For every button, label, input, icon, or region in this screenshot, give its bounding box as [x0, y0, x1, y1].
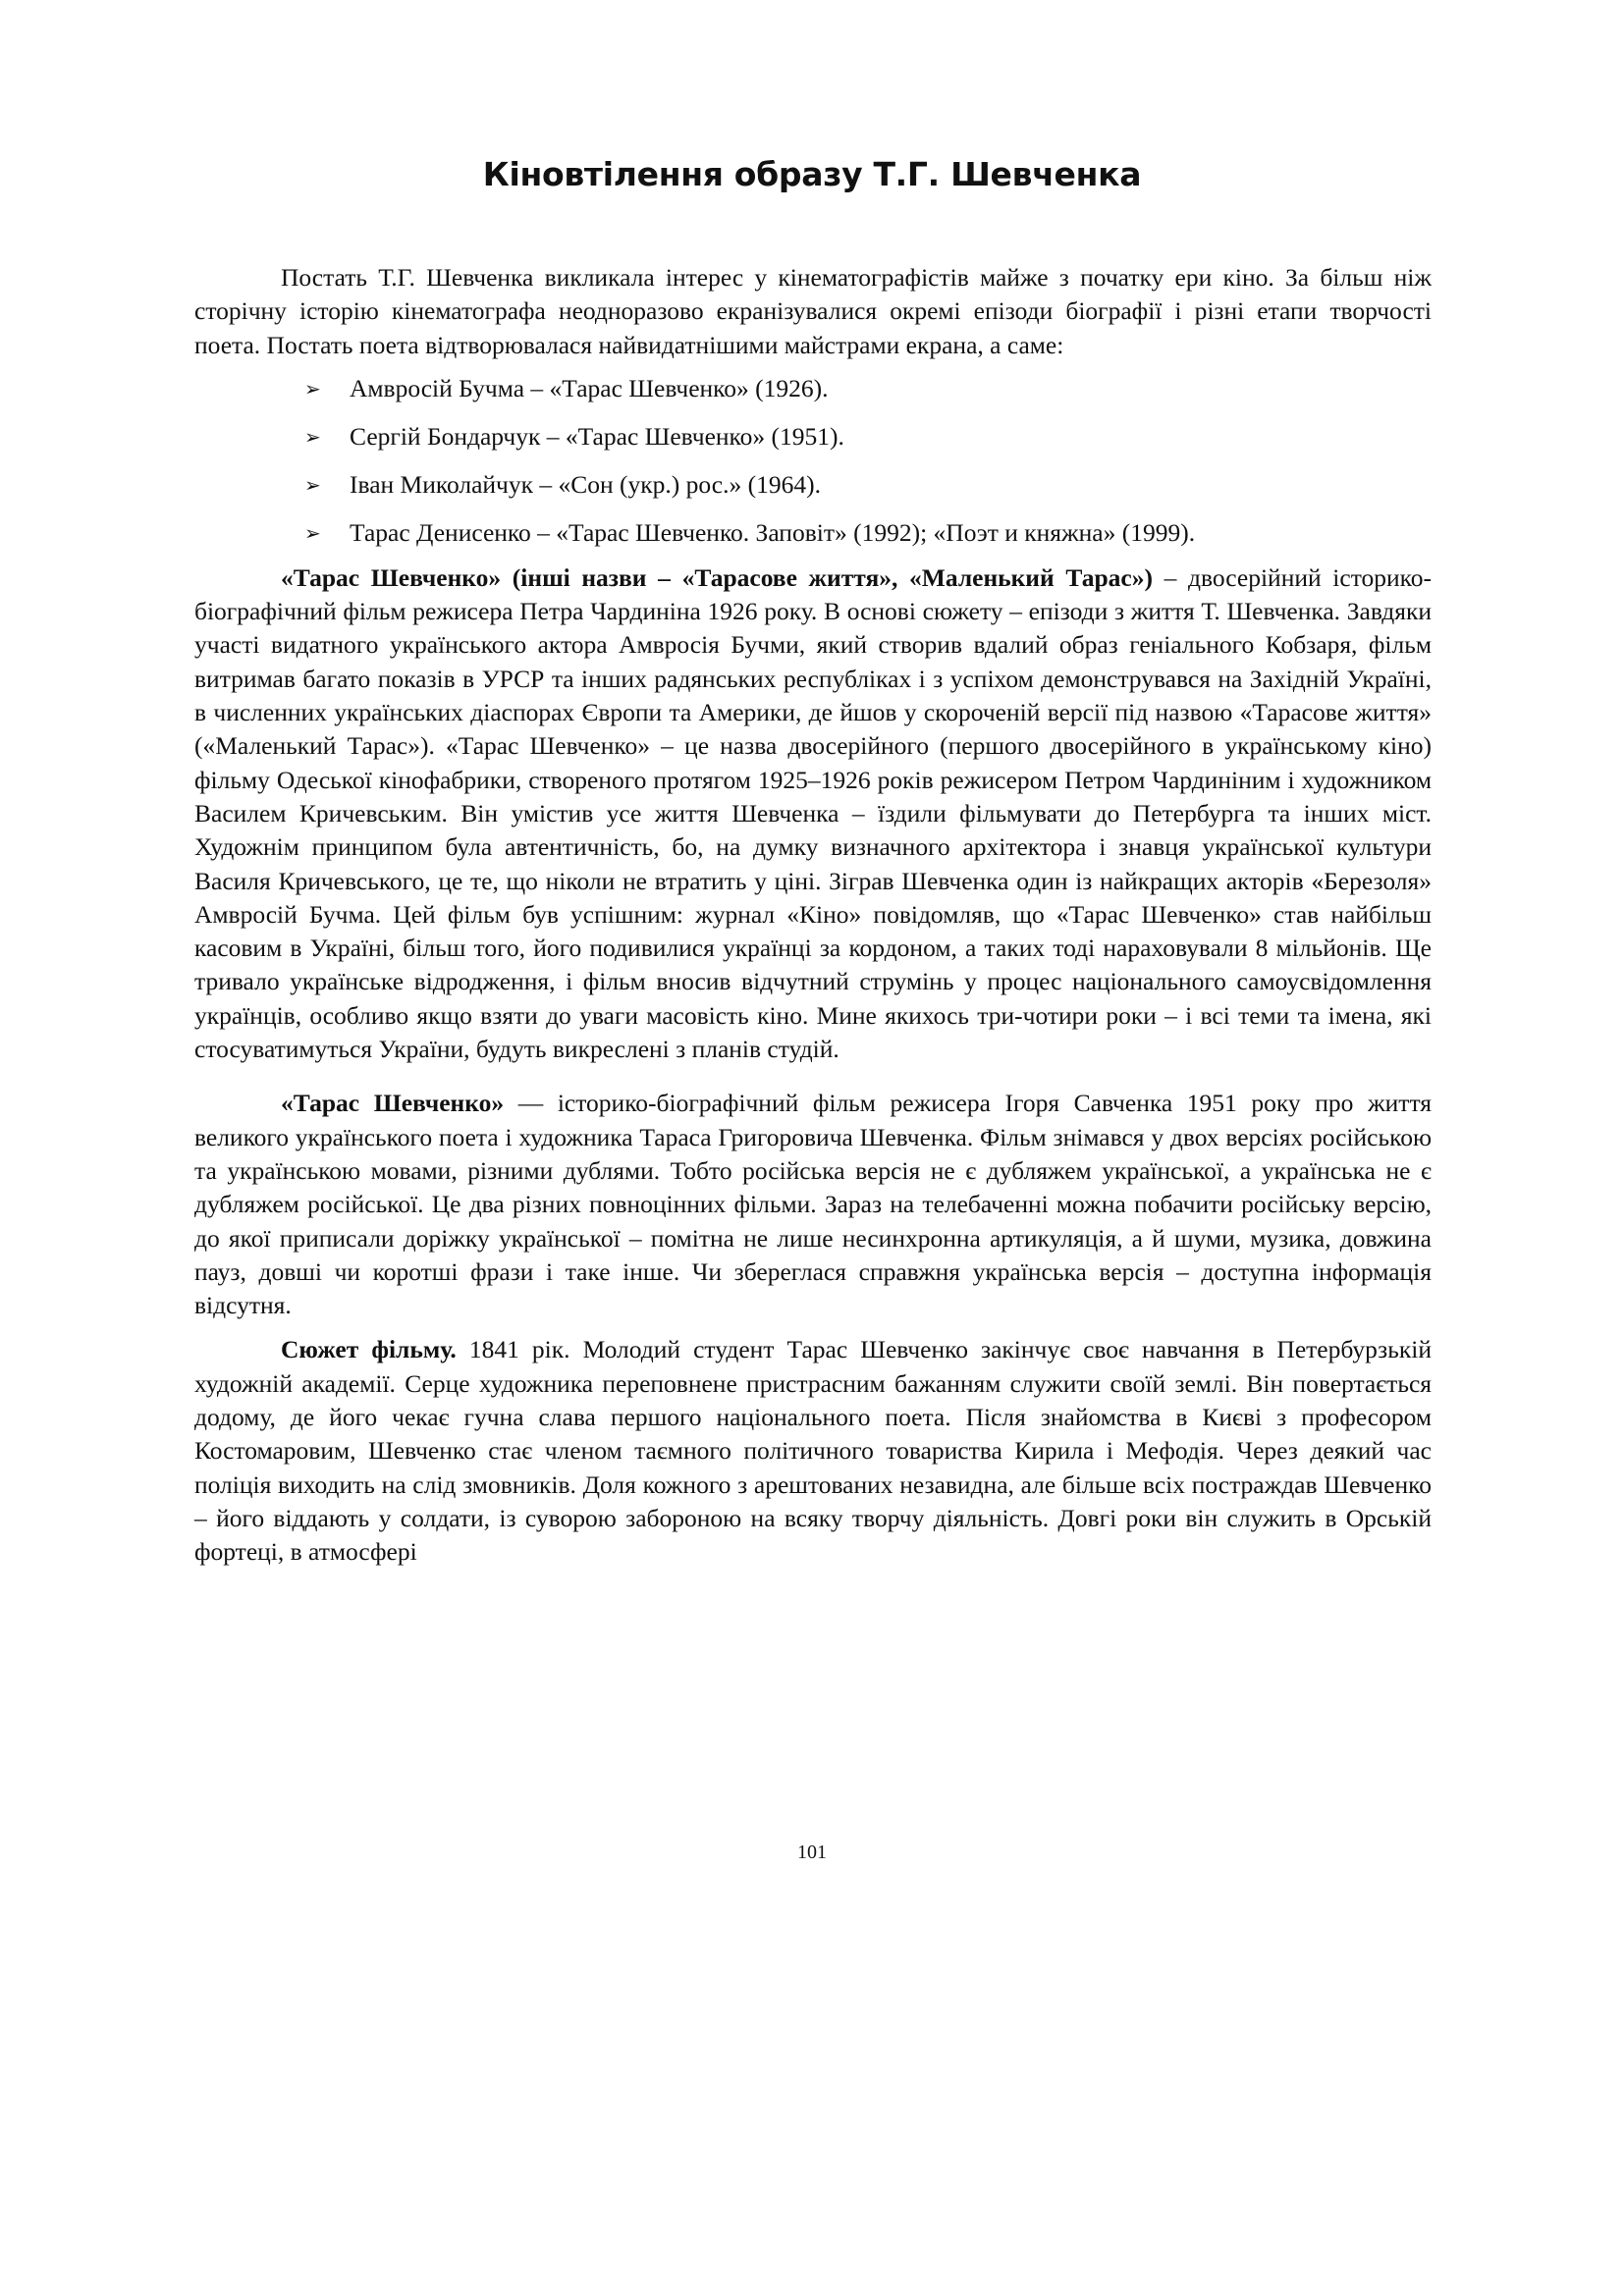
intro-paragraph: Постать Т.Г. Шевченка викликала інтерес у кінематографістів майже з початку ери кіно. За більш ніж сторічну історію кінематографа неодноразово екранізувалися окремі епізоди біографії і різні етапи творчості поета. Постать поета відтворювалася найвидатнішими майстрами екрана, а саме:	[194, 263, 1432, 359]
film-list	[194, 372, 1432, 550]
paragraph-text: – двосерійний історико-біографічний фільм режисера Петра Чардиніна 1926 року. В основі сюжету – епізоди з життя Т. Шевченка. Завдяки участі видатного українського актора Амвросія Бучми, який створив вдалий образ геніального Кобзаря, фільм витримав багато показів в УРСР та інших радянських республіках і з успіхом демонструвався на Західній Україні, в численних українських діаспорах Європи та Америки, де йшов у скороченій версії під назвою «Тарасове життя» («Маленький Тарас»). «Тарас Шевченко» – це назва двосерійного (першого двосерійного в українському кіно) фільму Одеської кінофабрики, створеного протягом 1925–1926 років режисером Петром Чардиніним і художником Василем Кричевським. Він умістив усе життя Шевченка – їздили фільмувати до Петербурга та інших міст. Художнім принципом була автентичність, бо, на думку визначного архітектора і знавця української культури Василя Кричевського, це те, що ніколи не втратить у ціні. Зіграв Шевченка один із найкращих акторів «Березоля» Амвросій Бучма. Цей фільм був успішним: журнал «Кіно» повідомляв, що «Тарас Шевченко» став найбільш касовим в Україні, більш того, його подивилися українці за кордоном, а таких тоді нараховували 8 мільйонів. Ще тривало українське відродження, і фільм вносив відчутний струмінь у процес національного самоусвідомлення українців, особливо якщо взяти до уваги масовість кіно. Мине якихось три-чотири роки – і всі теми та імена, які стосуватимуться України, будуть викреслені з планів студій.	[194, 562, 1432, 1064]
paragraph-text: 1841 рік. Молодий студент Тарас Шевченко закінчує своє навчання в Петербурзькій художній академії. Серце художника переповнене пристрасним бажанням служити своїй землі. Він повертається додому, де його чекає гучна слава першого національного поета. Після знайомства в Києві з професором Костомаровим, Шевченко стає членом таємного політичного товариства Кирила і Мефодія. Через деякий час поліція виходить на слід змовників. Доля кожного з арештованих незавидна, але більше всіх постраждав Шевченко – його віддають у солдати, із суворою забороною на всяку творчу діяльність. Довгі роки він служить в Орській фортеці, в атмосфері	[194, 1335, 1433, 1567]
list-item	[194, 420, 1432, 454]
page-title: Кіновтілення образу Т.Г. Шевченка	[482, 155, 1142, 193]
page-number: 101	[797, 1842, 827, 1863]
list-item	[194, 516, 1432, 550]
article-body	[194, 261, 1432, 1570]
paragraph-lead: «Тарас Шевченко»	[281, 1089, 505, 1118]
arrowhead-bullet-icon: ➢	[304, 472, 321, 497]
arrowhead-bullet-icon: ➢	[304, 424, 321, 449]
list-item-text: Тарас Денисенко – «Тарас Шевченко. Заповіт» (1992); «Поэт и княжна» (1999).	[350, 517, 1196, 547]
arrowhead-bullet-icon: ➢	[304, 376, 321, 400]
arrowhead-bullet-icon: ➢	[304, 520, 321, 545]
paragraph-lead: Сюжет фільму.	[281, 1335, 457, 1364]
paragraph-plot	[194, 1333, 1432, 1569]
list-item	[194, 372, 1432, 405]
paragraph-lead: «Тарас Шевченко» (інші назви – «Тарасове життя», «Маленький Тарас»)	[281, 562, 1153, 592]
paragraph-1926-film	[194, 561, 1432, 1066]
list-item-text: Амвросій Бучма – «Тарас Шевченко» (1926).	[350, 373, 829, 402]
paragraph-1951-film	[194, 1087, 1432, 1322]
paragraph-text: — історико-біографічний фільм режисера Ігоря Савченка 1951 року про життя великого українського поета і художника Тараса Григоровича Шевченка. Фільм знімався у двох версіях російською та українською мовами, різними дублями. Тобто російська версія не є дубляжем української, а українська не є дубляжем російської. Це два різних повноцінних фільми. Зараз на телебаченні можна побачити російську версію, до якої приписали доріжку української – помітна не лише несинхронна артикуляція, а й шуми, музика, довжина пауз, довші чи коротші фрази і таке інше. Чи збереглася справжня українська версія – доступна інформація відсутня.	[194, 1089, 1432, 1320]
list-item-text: Сергій Бондарчук – «Тарас Шевченко» (1951).	[350, 421, 844, 451]
list-item-text: Іван Миколайчук – «Сон (укр.) рос.» (1964).	[350, 469, 821, 499]
list-item	[194, 468, 1432, 502]
